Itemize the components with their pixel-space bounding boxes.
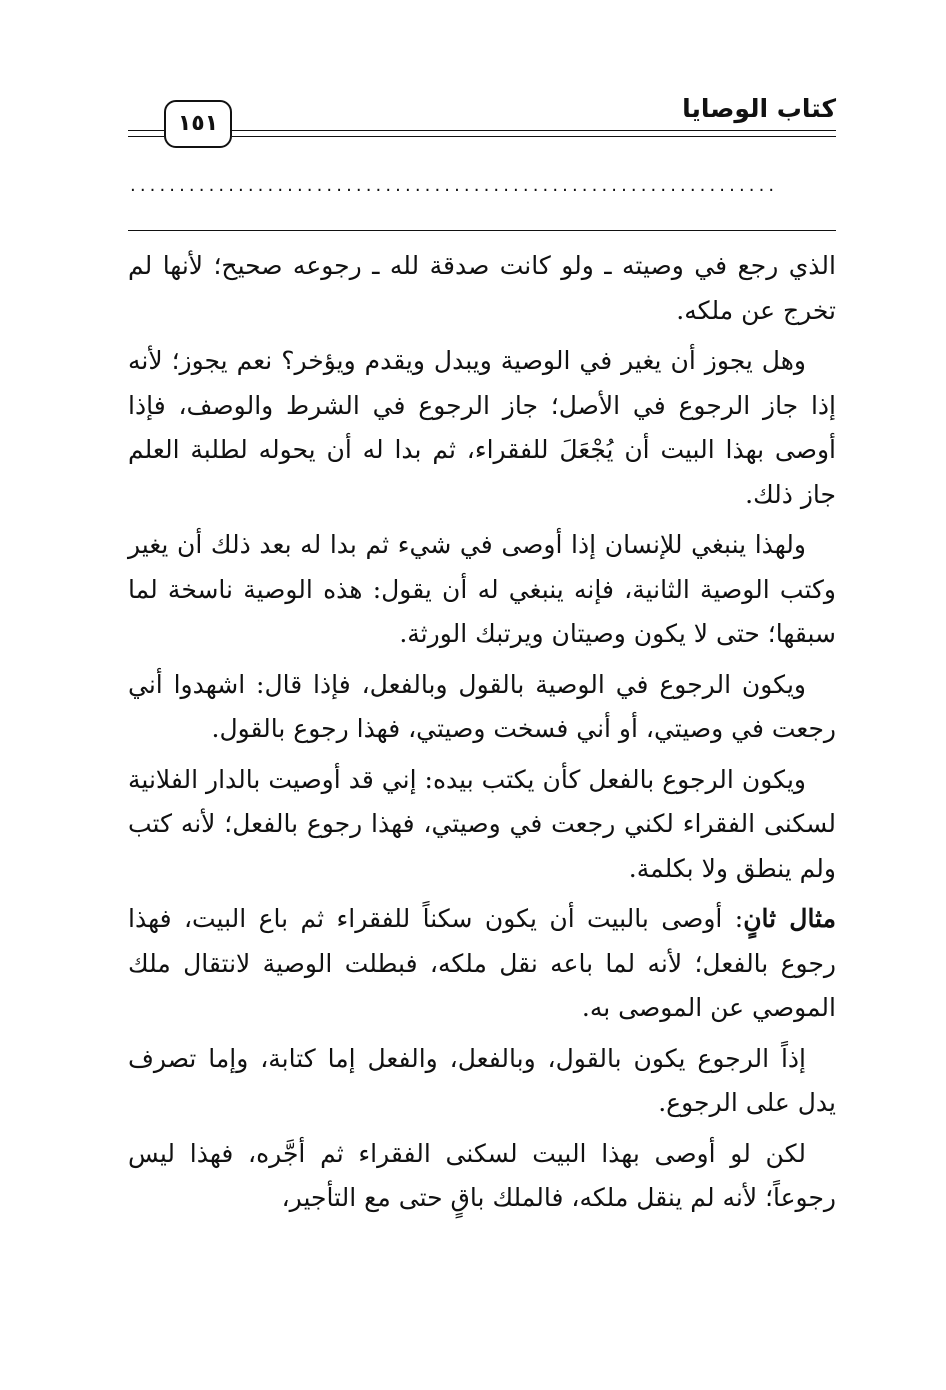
page-number: ١٥١ [164,100,232,148]
book-title: كتاب الوصايا [682,94,836,123]
paragraph-7: إذاً الرجوع يكون بالقول، وبالفعل، والفعل إما كتابة، وإما تصرف يدل على الرجوع. [128,1043,836,1117]
header-rule-left-top [128,130,164,131]
header-rule-left-bottom [128,136,164,137]
paragraph-6 [128,897,836,1031]
example-heading: مثال ثانٍ [743,904,836,933]
paragraph-5: ويكون الرجوع بالفعل كأن يكتب بيده: إني قد أوصيت بالدار الفلانية لسكنى الفقراء لكني رجعت في وصيتي، فهذا رجوع بالفعل؛ لأنه كتب ولم ينطق ولا بكلمة. [128,764,836,883]
page-header [128,92,836,152]
paragraph-1: الذي رجع في وصيته ـ ولو كانت صدقة لله ـ رجوعه صحيح؛ لأنها لم تخرج عن ملكه. [128,251,836,325]
main-text [128,244,836,1227]
header-rule-right-bottom [232,136,836,137]
paragraph-3: ولهذا ينبغي للإنسان إذا أوصى في شيء ثم بدا له بعد ذلك أن يغير وكتب الوصية الثانية، فإنه ينبغي له أن يقول: هذه الوصية ناسخة لما سبقها؛ حتى لا يكون وصيتان ويرتبك الورثة. [128,530,836,648]
separator-rule [128,230,836,231]
paragraph-6-text: : أوصى بالبيت أن يكون سكناً للفقراء ثم باع البيت، فهذا رجوع بالفعل؛ لأنه لما باعه نقل ملكه، فبطلت الوصية لانتقال ملك الموصي عن الموصى به. [128,904,836,1022]
header-rule-right-top [232,130,836,131]
dotted-separator: .................................................................. [130,176,779,196]
paragraph-8: لكن لو أوصى بهذا البيت لسكنى الفقراء ثم أجَّره، فهذا ليس رجوعاً؛ لأنه لم ينقل ملكه، فالملك باقٍ حتى مع التأجير، [128,1138,836,1212]
paragraph-2: وهل يجوز أن يغير في الوصية ويبدل ويقدم ويؤخر؟ نعم يجوز؛ لأنه إذا جاز الرجوع في الأصل؛ جاز الرجوع في الشرط والوصف، فإذا أوصى بهذا البيت أن يُجْعَلَ للفقراء، ثم بدا له أن يحوله لطلبة العلم جاز ذلك. [128,346,836,509]
paragraph-4: ويكون الرجوع في الوصية بالقول وبالفعل، فإذا قال: اشهدوا أني رجعت في وصيتي، أو أني فسخت وصيتي، فهذا رجوع بالقول. [128,669,836,743]
